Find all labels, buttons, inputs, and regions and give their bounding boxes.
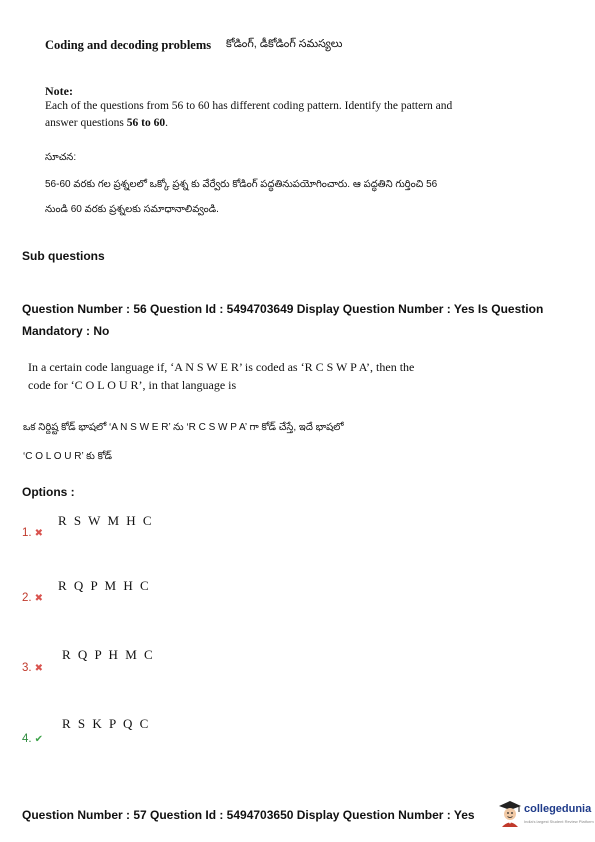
option-number: 1. — [22, 527, 32, 539]
note-line-2-suffix: . — [165, 117, 168, 129]
option-number: 3. — [22, 662, 32, 674]
question-text-en-line-1: In a certain code language if, ‘A N S W E R’ is coded as ‘R C S W P A’, then the — [28, 360, 415, 374]
note-line-2-range: 56 to 60 — [126, 117, 166, 129]
question-text-en-line-2: code for ‘C O L O U R’, in that language is — [28, 378, 237, 392]
option-number: 4. — [22, 733, 32, 745]
wrong-icon: ✖ — [34, 593, 43, 604]
note-line-2-prefix: answer questions — [45, 117, 127, 129]
next-question-header: Question Number : 57 Question Id : 5494703650 Display Question Number : Yes — [22, 808, 475, 822]
wrong-icon: ✖ — [34, 663, 43, 674]
question-header-line-1: Question Number : 56 Question Id : 5494703649 Display Question Number : Yes Is Question — [22, 302, 544, 316]
option-1-number — [22, 527, 43, 539]
question-header-line-2: Mandatory : No — [22, 324, 110, 338]
section-title: Coding and decoding problems — [45, 38, 212, 52]
section-title-telugu: కోడింగ్, డీకోడింగ్ సమస్యలు — [226, 38, 343, 50]
options-label: Options : — [22, 485, 75, 499]
collegedunia-logo — [498, 799, 595, 833]
option-4-number — [22, 733, 43, 745]
note-label: Note: — [45, 84, 73, 98]
suchana-line-1: 56-60 వరకు గల ప్రశ్నలలో ఒక్కో ప్రశ్న కు వేర్వేరు కోడింగ్ పద్ధతినుపయోగించారు. ఆ పద్ధతిని గుర్తించి 56 — [45, 179, 438, 190]
question-text-te-line-1: ఒక నిర్దిష్ట కోడ్ భాషలో ‘A N S W E R’ ను ‘R C S W P A’ గా కోడ్ చేస్తే, ఇదే భాషలో — [23, 422, 344, 433]
option-2-text: R Q P M H C — [58, 578, 151, 593]
note-line-2 — [45, 117, 168, 129]
option-1-text: R S W M H C — [58, 513, 154, 528]
logo-tagline: India's largest Student Review Platform — [524, 819, 594, 824]
option-2-number — [22, 592, 43, 604]
suchana-label: సూచన: — [45, 152, 77, 163]
correct-check-icon: ✔ — [34, 734, 43, 745]
note-line-1: Each of the questions from 56 to 60 has different coding pattern. Identify the pattern and — [45, 100, 453, 112]
sub-questions-heading: Sub questions — [22, 249, 105, 263]
option-4-text: R S K P Q C — [62, 716, 151, 731]
wrong-icon: ✖ — [34, 528, 43, 539]
logo-wordmark: collegedunia — [524, 803, 592, 815]
suchana-line-2: నుండి 60 వరకు ప్రశ్నలకు సమాధానాలివ్వండి. — [45, 204, 219, 215]
option-number: 2. — [22, 592, 32, 604]
graduate-mascot-icon — [498, 800, 522, 828]
question-text-te-line-2: ‘C O L O U R’ కు కోడ్ — [23, 451, 113, 462]
option-3-number — [22, 662, 43, 674]
option-3-text: R Q P H M C — [62, 647, 155, 662]
